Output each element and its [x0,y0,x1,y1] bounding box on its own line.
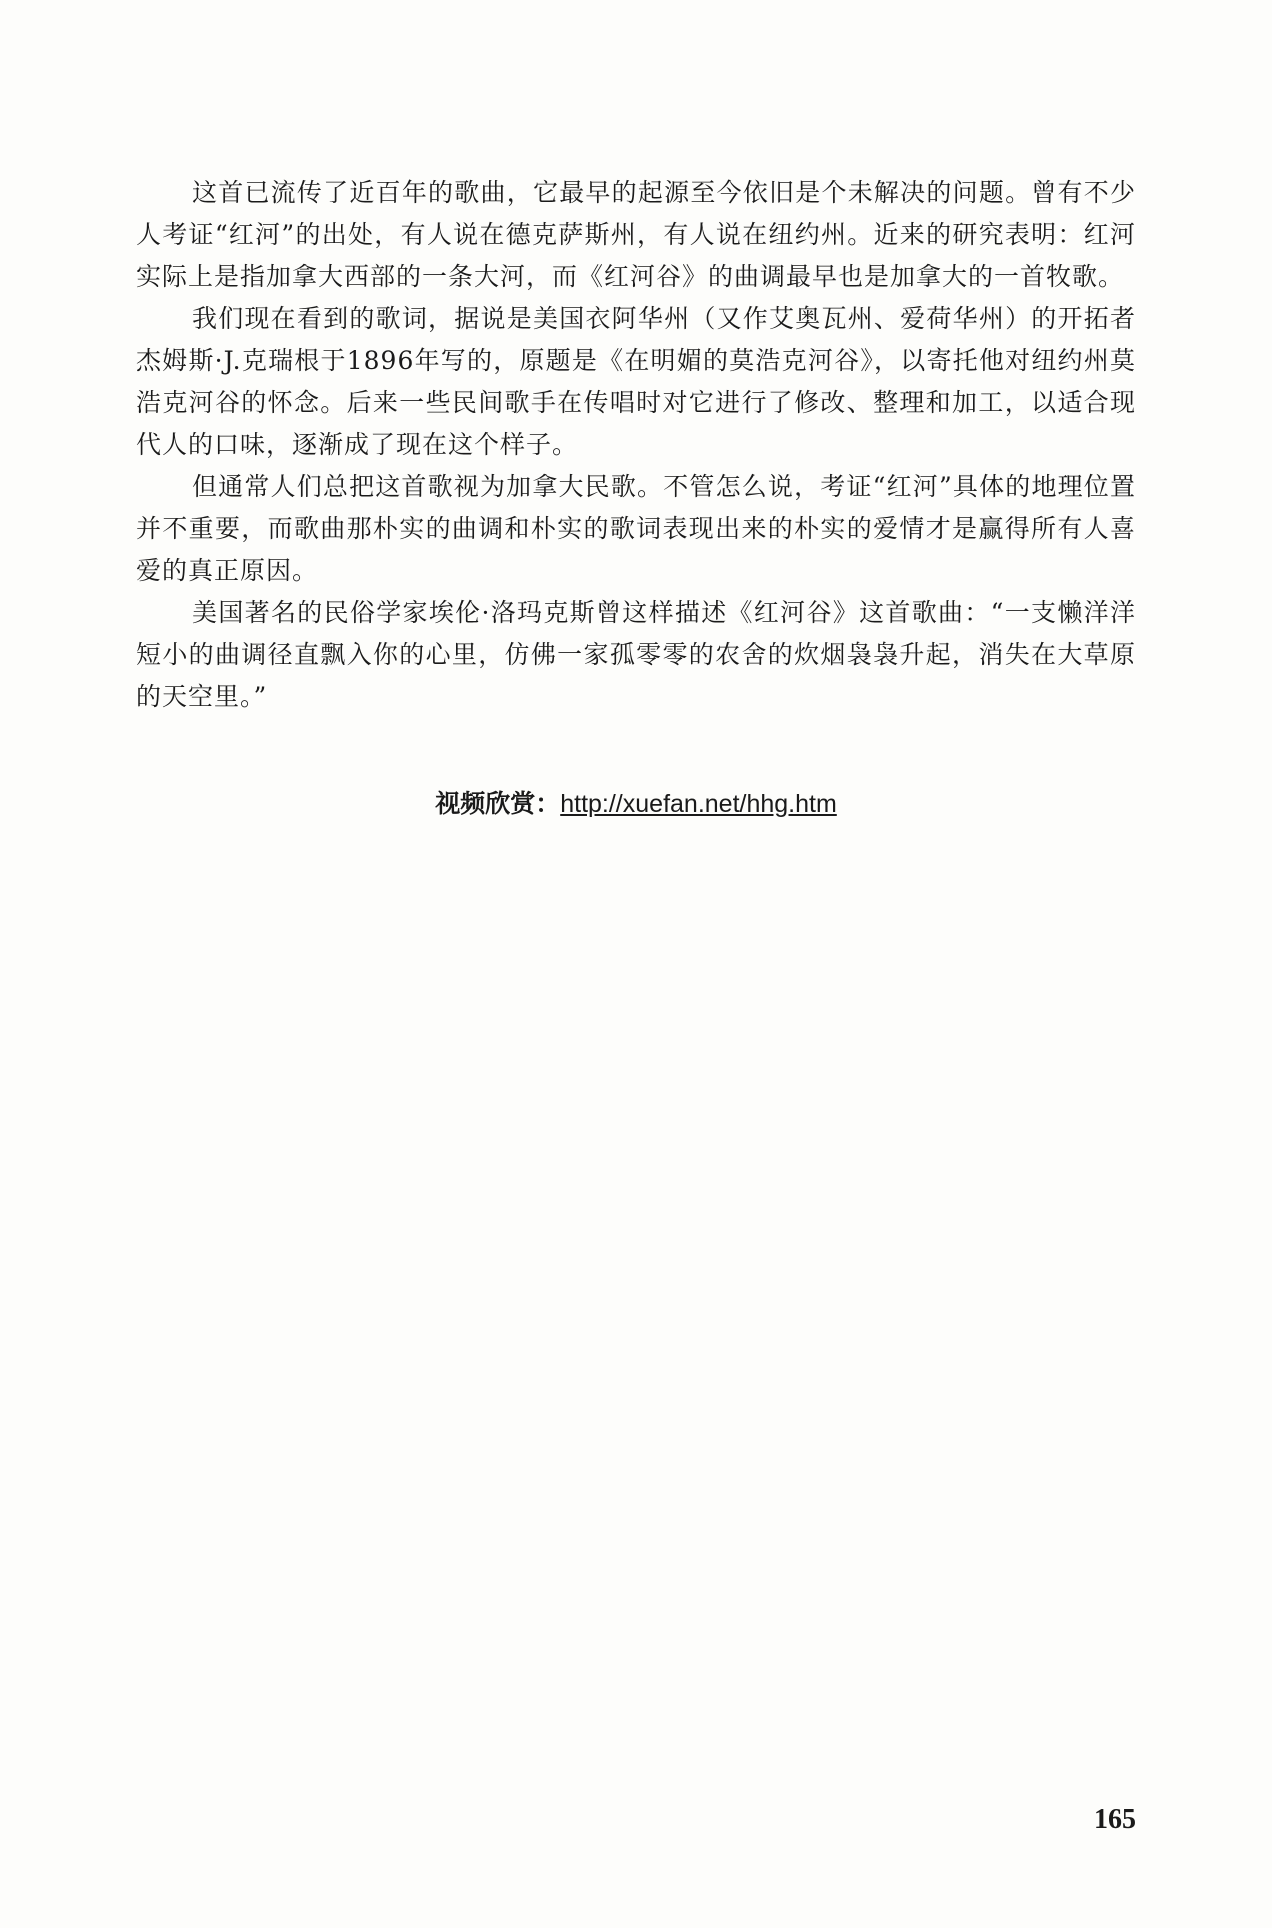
paragraph-canadian-folk-song: 但通常人们总把这首歌视为加拿大民歌。不管怎么说，考证“红河”具体的地理位置并不重要，而歌曲那朴实的曲调和朴实的歌词表现出来的朴实的爱情才是赢得所有人喜爱的真正原因。 [136,472,1136,585]
page-number: 165 [1094,1804,1136,1835]
body-text [136,172,1136,718]
video-reference [0,784,1272,820]
paragraph-lomax-quote: 美国著名的民俗学家埃伦·洛玛克斯曾这样描述《红河谷》这首歌曲：“一支懒洋洋短小的曲调径直飘入你的心里，仿佛一家孤零零的农舍的炊烟袅袅升起，消失在大草原的天空里。” [136,598,1136,711]
video-label: 视频欣赏： [435,790,561,818]
video-link[interactable]: http://xuefan.net/hhg.htm [560,790,837,818]
paragraph-lyrics-history: 我们现在看到的歌词，据说是美国衣阿华州（又作艾奥瓦州、爱荷华州）的开拓者杰姆斯·J.克瑞根于1896年写的，原题是《在明媚的莫浩克河谷》，以寄托他对纽约州莫浩克河谷的怀念。后来一些民间歌手在传唱时对它进行了修改、整理和加工，以适合现代人的口味，逐渐成了现在这个样子。 [136,304,1136,459]
paragraph-origin: 这首已流传了近百年的歌曲，它最早的起源至今依旧是个未解决的问题。曾有不少人考证“红河”的出处，有人说在德克萨斯州，有人说在纽约州。近来的研究表明：红河实际上是指加拿大西部的一条大河，而《红河谷》的曲调最早也是加拿大的一首牧歌。 [136,178,1136,291]
